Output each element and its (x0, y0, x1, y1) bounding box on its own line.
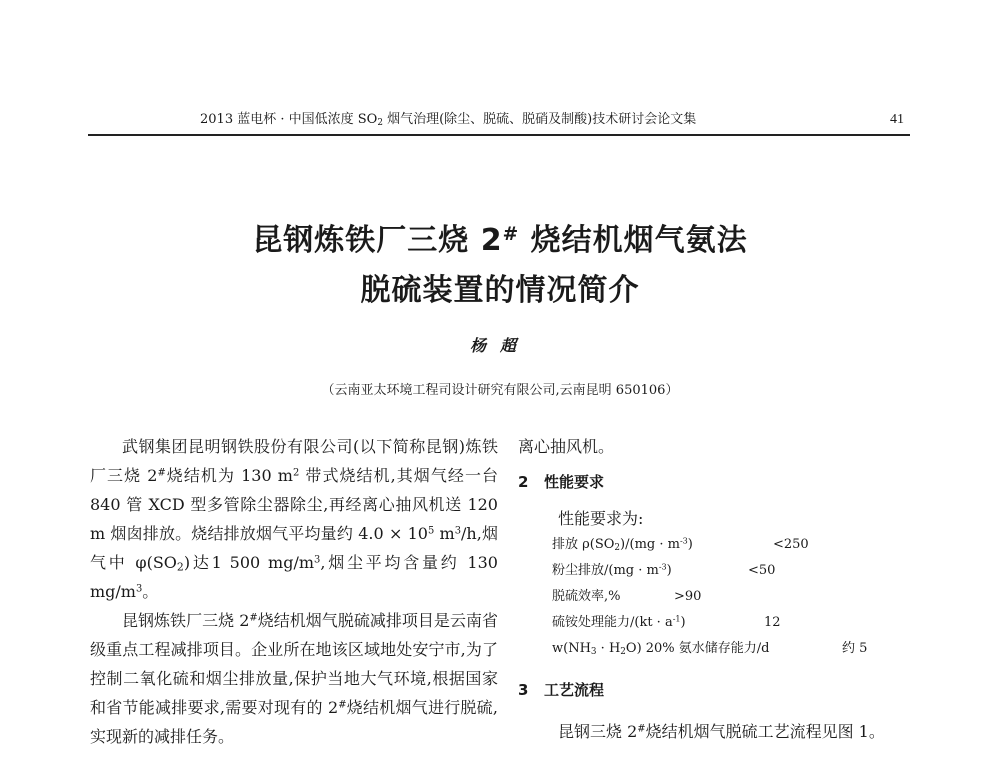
requirement-row: 脱硫效率,% >90 (552, 584, 918, 610)
requirements-intro: 性能要求为: (558, 509, 644, 528)
requirement-value: >90 (674, 589, 702, 604)
requirement-row: $w(NH_3 \cdot H_2O)$ 20% 氨水储存能力/d 约 5 (552, 636, 918, 662)
requirement-value: <50 (748, 563, 776, 578)
section-heading-3: 3 工艺流程 (518, 681, 605, 699)
requirement-row: 排放 $\rho(SO_2)/(mg \cdot m^{-3})$ <250 (552, 532, 918, 558)
running-head (88, 108, 910, 136)
requirements-list (552, 532, 918, 662)
requirement-value: 12 (764, 615, 781, 630)
paragraph-1: 武钢集团昆明钢铁股份有限公司(以下简称昆钢)炼铁厂三烧 2#烧结机为 130 $m^2$ 带式烧结机,其烟气经一台 840 管 XCD 型多管除尘器除尘,再经离心抽风机送 120 m 烟囱排放。烧结排放烟气平均量约 $4.0 \times 10^5$ $m^3/h$,烟气中 $\varphi(SO_2)$达1 500 $mg/m^3$,烟尘平均含量约 130 $mg/m^3$。 (90, 437, 498, 601)
requirement-value: <250 (773, 537, 809, 552)
running-head-text: 2013 蓝电杯 · 中国低浓度 $SO_2$ 烟气治理(除尘、脱硫、脱硝及制酸)技术研讨会论文集 (200, 112, 697, 129)
body-column-right (518, 432, 918, 746)
paragraph-2: 昆钢炼铁厂三烧 2#烧结机烟气脱硫减排项目是云南省级重点工程减排项目。企业所在地该区域地处安宁市,为了控制二氧化硫和烟尘排放量,保护当地大气环境,根据国家和省节能减排要求,需要对现有的 2#烧结机烟气进行脱硫,实现新的减排任务。 (90, 611, 498, 746)
body-column-left (90, 432, 498, 751)
process-flow-text: 昆钢三烧 2#烧结机烟气脱硫工艺流程见图 1。 (558, 722, 885, 741)
section-heading-2: 2 性能要求 (518, 473, 605, 491)
paper-title-line-2: 脱硫装置的情况简介 (360, 273, 640, 308)
page-number: 41 (890, 112, 904, 127)
requirement-value: 约 5 (842, 641, 868, 656)
continuation-text: 离心抽风机。 (518, 437, 615, 456)
paper-title-line-1: 昆钢炼铁厂三烧 2# 烧结机烟气氨法 (252, 223, 748, 258)
author: 杨超 (469, 336, 530, 355)
affiliation: （云南亚太环境工程司设计研究有限公司,云南昆明 650106） (321, 383, 679, 398)
requirement-row: 粉尘排放$/(mg \cdot m^{-3})$ <50 (552, 558, 918, 584)
requirement-row: 硫铵处理能力$/(kt \cdot a^{-1})$ 12 (552, 610, 918, 636)
